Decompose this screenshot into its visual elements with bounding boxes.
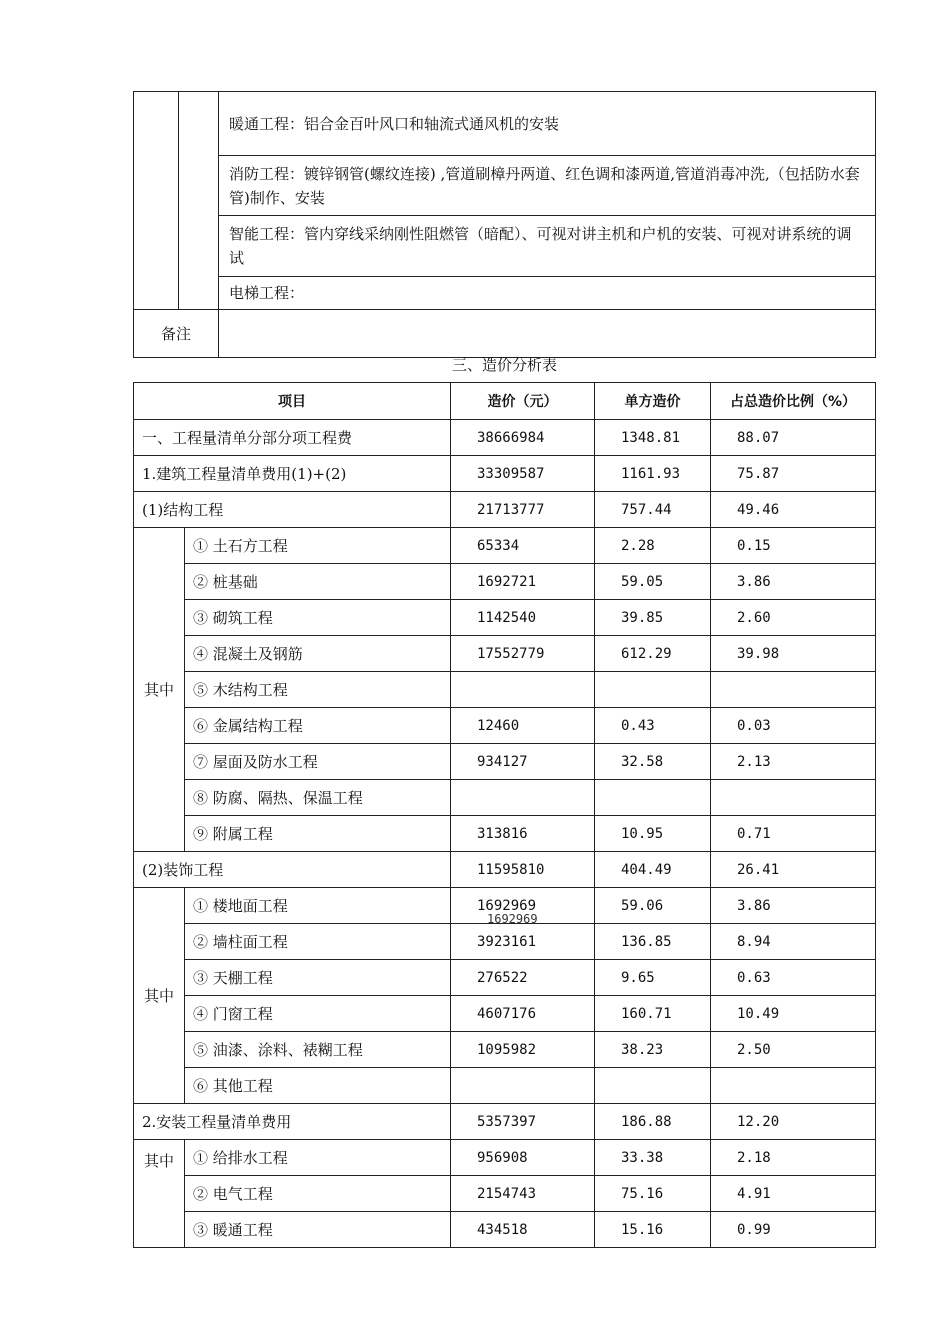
scope-elevator: 电梯工程： [219, 277, 876, 310]
section-title: 三、造价分析表 [451, 356, 557, 374]
table-row [134, 1032, 876, 1068]
row-item: ③ 砌筑工程 [185, 600, 451, 636]
row-percent: 0.63 [711, 960, 876, 996]
table-row [134, 924, 876, 960]
row-unit-cost: 9.65 [595, 960, 711, 996]
row-unit-cost: 612.29 [595, 636, 711, 672]
row-percent: 3.86 [711, 888, 876, 924]
row-unit-cost: 32.58 [595, 744, 711, 780]
group-label-structure: 其中 [134, 528, 185, 852]
overlapping-text: 1692969 [487, 911, 538, 924]
row-unit-cost: 75.16 [595, 1176, 711, 1212]
row-item: (2)装饰工程 [134, 852, 451, 888]
table-row [134, 564, 876, 600]
scope-smart: 智能工程：管内穿线采纳刚性阻燃管（暗配）、可视对讲主机和户机的安装、可视对讲系统的调试 [219, 216, 876, 277]
remarks-value [219, 310, 876, 358]
table-row [134, 744, 876, 780]
row-cost [451, 672, 595, 708]
row-item: ③ 暖通工程 [185, 1212, 451, 1248]
table-row [134, 1140, 876, 1176]
row-cost: 21713777 [451, 492, 595, 528]
scope-table [133, 91, 876, 358]
table-row [134, 456, 876, 492]
row-percent [711, 780, 876, 816]
cost-value [477, 897, 538, 924]
row-cost [451, 780, 595, 816]
row-percent: 49.46 [711, 492, 876, 528]
row-cost: 12460 [451, 708, 595, 744]
table-row [134, 636, 876, 672]
row-cost: 934127 [451, 744, 595, 780]
row-unit-cost: 15.16 [595, 1212, 711, 1248]
row-cost: 276522 [451, 960, 595, 996]
row-percent: 3.86 [711, 564, 876, 600]
table-row [134, 1068, 876, 1104]
row-cost: 1095982 [451, 1032, 595, 1068]
row-cost: 5357397 [451, 1104, 595, 1140]
table-row [134, 852, 876, 888]
header-cost: 造价（元） [451, 383, 595, 420]
header-unit-cost: 单方造价 [595, 383, 711, 420]
row-item: ⑤ 油漆、涂料、裱糊工程 [185, 1032, 451, 1068]
row-cost: 17552779 [451, 636, 595, 672]
row-item: ⑤ 木结构工程 [185, 672, 451, 708]
header-row [134, 383, 876, 420]
row-item: 一、工程量清单分部分项工程费 [134, 420, 451, 456]
row-cost: 38666984 [451, 420, 595, 456]
row-item: ⑨ 附属工程 [185, 816, 451, 852]
table-row [134, 1104, 876, 1140]
table-row [134, 960, 876, 996]
row-percent: 0.15 [711, 528, 876, 564]
remarks-label: 备注 [134, 310, 219, 358]
cost-text: 1692969 [477, 897, 537, 914]
table-row [134, 672, 876, 708]
row-item: ① 楼地面工程 [185, 888, 451, 924]
table-row [134, 780, 876, 816]
row-item: ② 电气工程 [185, 1176, 451, 1212]
row-percent: 0.99 [711, 1212, 876, 1248]
row-unit-cost: 59.06 [595, 888, 711, 924]
table-row [134, 420, 876, 456]
row-percent: 4.91 [711, 1176, 876, 1212]
row-cost [451, 888, 595, 924]
row-unit-cost [595, 1068, 711, 1104]
row-percent: 2.18 [711, 1140, 876, 1176]
row-cost: 3923161 [451, 924, 595, 960]
table-row [134, 708, 876, 744]
row-unit-cost: 1161.93 [595, 456, 711, 492]
table-row [134, 600, 876, 636]
row-cost: 956908 [451, 1140, 595, 1176]
row-item: ⑥ 其他工程 [185, 1068, 451, 1104]
row-percent: 26.41 [711, 852, 876, 888]
row-item: ② 桩基础 [185, 564, 451, 600]
row-percent: 2.50 [711, 1032, 876, 1068]
row-unit-cost: 38.23 [595, 1032, 711, 1068]
row-item: ③ 天棚工程 [185, 960, 451, 996]
table-row [134, 888, 876, 924]
row-unit-cost: 10.95 [595, 816, 711, 852]
row-cost: 434518 [451, 1212, 595, 1248]
row-percent: 39.98 [711, 636, 876, 672]
row-item: ④ 混凝土及钢筋 [185, 636, 451, 672]
row-percent: 10.49 [711, 996, 876, 1032]
row-cost: 1142540 [451, 600, 595, 636]
scope-hvac: 暖通工程：铝合金百叶风口和轴流式通风机的安装 [219, 92, 876, 156]
row-cost: 4607176 [451, 996, 595, 1032]
table-row [134, 996, 876, 1032]
group-label-decoration: 其中 [134, 888, 185, 1104]
row-item: ⑧ 防腐、隔热、保温工程 [185, 780, 451, 816]
row-item: 1.建筑工程量清单费用(1)+(2) [134, 456, 451, 492]
row-unit-cost: 1348.81 [595, 420, 711, 456]
scope-blank-cell [179, 92, 219, 310]
row-unit-cost [595, 780, 711, 816]
row-cost: 2154743 [451, 1176, 595, 1212]
row-item: (1)结构工程 [134, 492, 451, 528]
row-percent [711, 1068, 876, 1104]
row-percent: 88.07 [711, 420, 876, 456]
row-percent: 12.20 [711, 1104, 876, 1140]
row-cost: 65334 [451, 528, 595, 564]
row-percent [711, 672, 876, 708]
row-unit-cost: 160.71 [595, 996, 711, 1032]
row-unit-cost: 33.38 [595, 1140, 711, 1176]
group-label-install: 其中 [134, 1140, 185, 1248]
table-row [134, 816, 876, 852]
table-row [134, 528, 876, 564]
table-row [134, 492, 876, 528]
scope-fire: 消防工程：镀锌钢管(螺纹连接) ,管道刷樟丹两道、红色调和漆两道,管道消毒冲洗,（包括防水套管)制作、安装 [219, 156, 876, 216]
row-cost: 313816 [451, 816, 595, 852]
row-item: 2.安装工程量清单费用 [134, 1104, 451, 1140]
row-cost: 11595810 [451, 852, 595, 888]
cost-analysis-table [133, 382, 876, 1248]
row-item: ① 土石方工程 [185, 528, 451, 564]
row-unit-cost: 2.28 [595, 528, 711, 564]
row-percent: 2.60 [711, 600, 876, 636]
row-percent: 0.71 [711, 816, 876, 852]
row-unit-cost: 136.85 [595, 924, 711, 960]
row-unit-cost [595, 672, 711, 708]
row-percent: 2.13 [711, 744, 876, 780]
row-unit-cost: 59.05 [595, 564, 711, 600]
row-item: ④ 门窗工程 [185, 996, 451, 1032]
row-unit-cost: 39.85 [595, 600, 711, 636]
row-cost [451, 1068, 595, 1104]
row-cost: 1692721 [451, 564, 595, 600]
table-row [134, 1212, 876, 1248]
scope-blank-cell [134, 92, 179, 310]
row-unit-cost: 186.88 [595, 1104, 711, 1140]
header-percent: 占总造价比例（%） [711, 383, 876, 420]
row-unit-cost: 404.49 [595, 852, 711, 888]
table-row [134, 1176, 876, 1212]
row-unit-cost: 0.43 [595, 708, 711, 744]
row-unit-cost: 757.44 [595, 492, 711, 528]
row-item: ⑦ 屋面及防水工程 [185, 744, 451, 780]
row-percent: 75.87 [711, 456, 876, 492]
row-item: ② 墙柱面工程 [185, 924, 451, 960]
row-cost: 33309587 [451, 456, 595, 492]
row-item: ⑥ 金属结构工程 [185, 708, 451, 744]
row-percent: 0.03 [711, 708, 876, 744]
row-percent: 8.94 [711, 924, 876, 960]
header-item: 项目 [134, 383, 451, 420]
row-item: ① 给排水工程 [185, 1140, 451, 1176]
